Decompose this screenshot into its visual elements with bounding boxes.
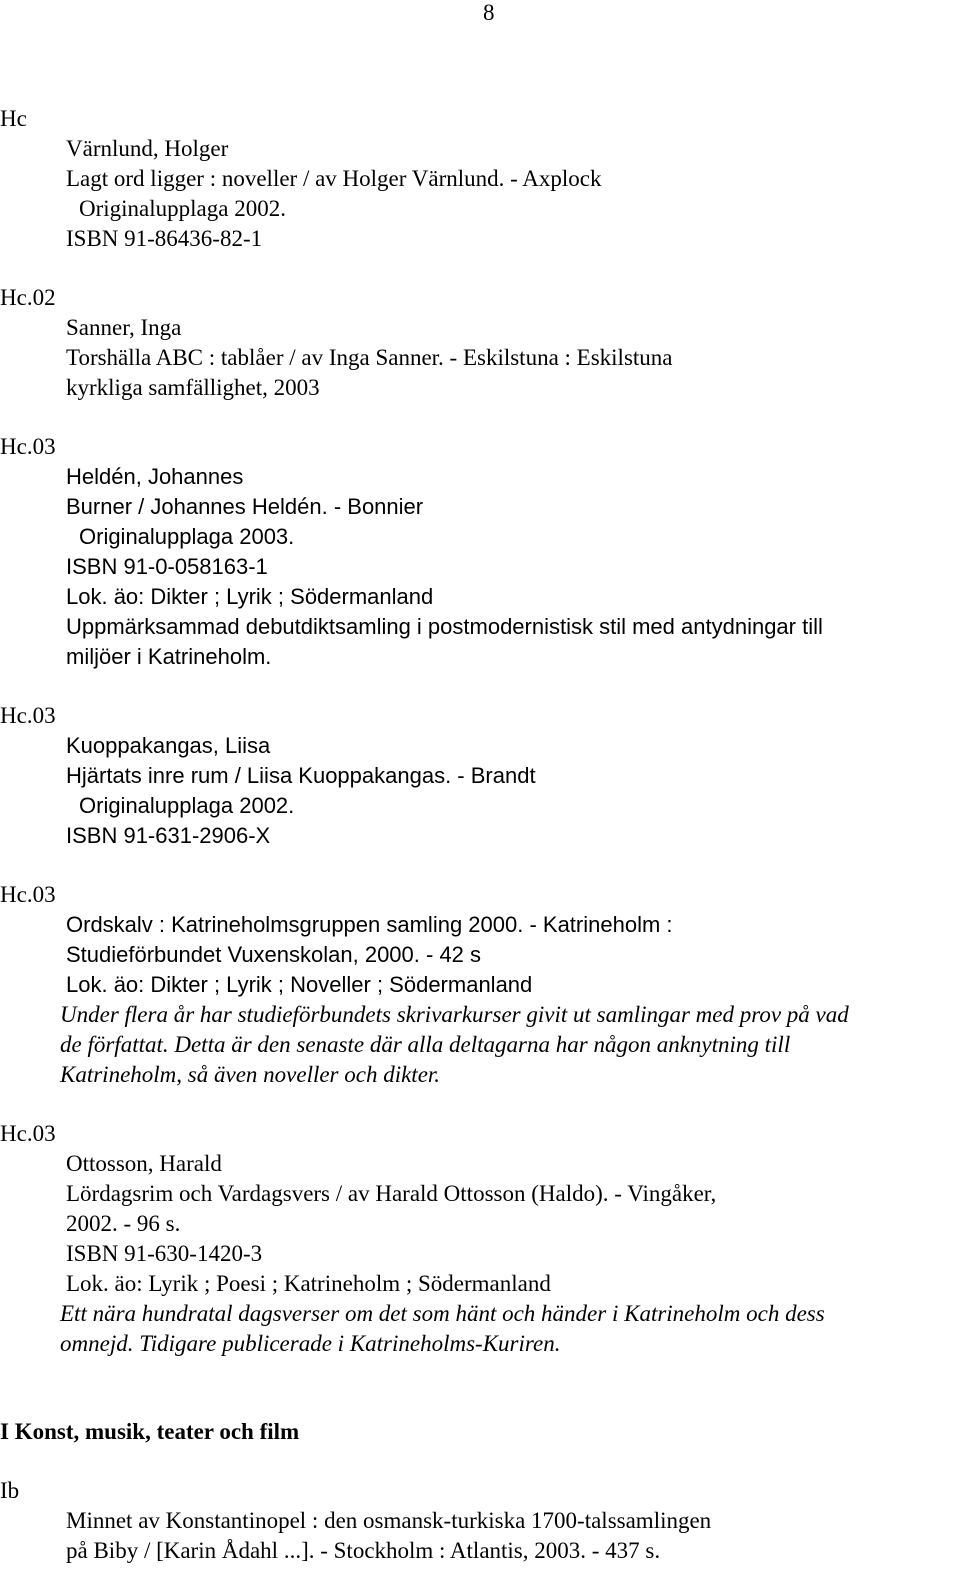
title-line: 2002. - 96 s. <box>66 1211 181 1236</box>
title-line: Lördagsrim och Vardagsvers / av Harald Ottosson (Haldo). - Vingåker, <box>66 1181 717 1206</box>
isbn-line: ISBN 91-86436-82-1 <box>66 226 263 251</box>
classification-code: Ib <box>0 1478 20 1503</box>
isbn-line: ISBN 91-631-2906-X <box>66 823 271 848</box>
annotation-line: Katrineholm, så även noveller och dikter. <box>60 1062 441 1087</box>
classification-code: Hc.02 <box>0 285 56 310</box>
classification-code: Hc.03 <box>0 434 56 459</box>
classification-code: Hc <box>0 106 27 131</box>
title-line: kyrkliga samfällighet, 2003 <box>66 375 320 400</box>
title-line: Burner / Johannes Heldén. - Bonnier <box>66 494 424 519</box>
classification-code: Hc.03 <box>0 1121 56 1146</box>
subject-line: Lok. äo: Lyrik ; Poesi ; Katrineholm ; Södermanland <box>66 1271 551 1296</box>
edition-line: Originalupplaga 2002. <box>79 793 295 818</box>
annotation-line: Ett nära hundratal dagsverser om det som hänt och händer i Katrineholm och dess <box>60 1301 825 1326</box>
classification-code: Hc.03 <box>0 882 56 907</box>
section-heading: I Konst, musik, teater och film <box>0 1419 300 1444</box>
subject-line: Lok. äo: Dikter ; Lyrik ; Södermanland <box>66 584 434 609</box>
annotation-line: de författat. Detta är den senaste där alla deltagarna har någon anknytning till <box>60 1032 791 1057</box>
classification-code: Hc.03 <box>0 703 56 728</box>
edition-line: Originalupplaga 2003. <box>79 524 295 549</box>
annotation-line: Uppmärksammad debutdiktsamling i postmodernistisk stil med antydningar till <box>66 614 823 639</box>
title-line: Minnet av Konstantinopel : den osmansk-turkiska 1700-talssamlingen <box>66 1508 712 1533</box>
author-line: Heldén, Johannes <box>66 464 244 489</box>
author-line: Kuoppakangas, Liisa <box>66 733 271 758</box>
author-line: Värnlund, Holger <box>66 136 229 161</box>
author-line: Sanner, Inga <box>66 315 182 340</box>
annotation-line: omnejd. Tidigare publicerade i Katrineholms-Kuriren. <box>60 1331 561 1356</box>
title-line: Ordskalv : Katrineholmsgruppen samling 2000. - Katrineholm : <box>66 912 673 937</box>
edition-line: Originalupplaga 2002. <box>79 196 286 221</box>
title-line: Torshälla ABC : tablåer / av Inga Sanner. - Eskilstuna : Eskilstuna <box>66 345 673 370</box>
title-line: på Biby / [Karin Ådahl ...]. - Stockholm : Atlantis, 2003. - 437 s. <box>66 1538 661 1563</box>
author-line: Ottosson, Harald <box>66 1151 222 1176</box>
title-line: Studieförbundet Vuxenskolan, 2000. - 42 s <box>66 942 482 967</box>
isbn-line: ISBN 91-630-1420-3 <box>66 1241 263 1266</box>
page-number: 8 <box>483 0 495 25</box>
title-line: Hjärtats inre rum / Liisa Kuoppakangas. - Brandt <box>66 763 536 788</box>
annotation-line: Under flera år har studieförbundets skrivarkurser givit ut samlingar med prov på vad <box>60 1002 849 1027</box>
isbn-line: ISBN 91-0-058163-1 <box>66 554 268 579</box>
subject-line: Lok. äo: Dikter ; Lyrik ; Noveller ; Södermanland <box>66 972 533 997</box>
title-line: Lagt ord ligger : noveller / av Holger Värnlund. - Axplock <box>66 166 602 191</box>
annotation-line: miljöer i Katrineholm. <box>66 644 272 669</box>
